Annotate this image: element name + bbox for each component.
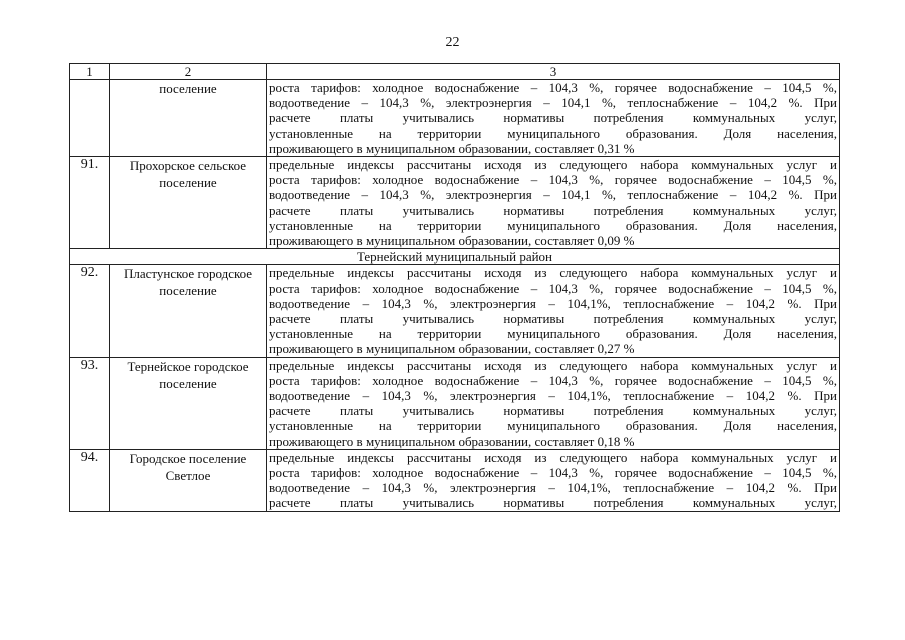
table-row-93 [70, 357, 840, 449]
desc-line: расчете платы учитывались нормативы потребления коммунальных услуг, [269, 110, 837, 126]
desc-line: водоотведение – 104,3 %, электроэнергия – 104,1%, теплоснабжение – 104,2 %. При [269, 295, 837, 311]
table-row-92 [70, 265, 840, 357]
settlement-name: Тернейское городское поселение [110, 357, 267, 449]
row-number: 93. [70, 357, 110, 449]
tariff-table [69, 63, 840, 512]
desc-line: водоотведение – 104,3 %, электроэнергия – 104,1%, теплоснабжение – 104,2 %. При [269, 388, 837, 404]
page-number: 22 [445, 35, 460, 50]
header-row [70, 64, 840, 80]
row-description [267, 265, 840, 357]
desc-line: расчете платы учитывались нормативы потребления коммунальных услуг, [269, 495, 837, 511]
header-col-1: 1 [70, 64, 110, 80]
desc-line: проживающего в муниципальном образовании, составляет 0,09 % [269, 233, 635, 249]
row-description [267, 80, 840, 157]
desc-line: водоотведение – 104,3 %, электроэнергия – 104,1%, теплоснабжение – 104,2 %. При [269, 480, 837, 496]
row-number [70, 80, 110, 157]
desc-line: расчете платы учитывались нормативы потребления коммунальных услуг, [269, 202, 837, 218]
desc-line: установленные на территории муниципального образования. Доля населения, [269, 418, 837, 434]
settlement-name: Пластунское городское поселение [110, 265, 267, 357]
desc-line: проживающего в муниципальном образовании, составляет 0,27 % [269, 341, 635, 357]
table-row-94 [70, 449, 840, 511]
row-number: 91. [70, 157, 110, 249]
row-description [267, 157, 840, 249]
desc-line: установленные на территории муниципального образования. Доля населения, [269, 326, 837, 342]
desc-line: установленные на территории муниципального образования. Доля населения, [269, 217, 837, 233]
desc-line: роста тарифов: холодное водоснабжение – 104,3 %, горячее водоснабжение – 104,5 %, [269, 172, 837, 188]
desc-line: установленные на территории муниципального образования. Доля населения, [269, 125, 837, 141]
settlement-name: Городское поселение Светлое [110, 449, 267, 511]
header-col-2: 2 [110, 64, 267, 80]
header-col-3: 3 [267, 64, 840, 80]
desc-line: расчете платы учитывались нормативы потребления коммунальных услуг, [269, 311, 837, 327]
district-row [70, 249, 840, 265]
desc-line: предельные индексы рассчитаны исходя из следующего набора коммунальных услуг и [269, 157, 837, 173]
desc-line: предельные индексы рассчитаны исходя из следующего набора коммунальных услуг и [269, 449, 837, 465]
district-heading: Тернейский муниципальный район [70, 249, 840, 265]
desc-line: проживающего в муниципальном образовании, составляет 0,18 % [269, 433, 635, 449]
desc-line: водоотведение – 104,3 %, электроэнергия – 104,1 %, теплоснабжение – 104,2 %. При [269, 95, 837, 111]
desc-line: роста тарифов: холодное водоснабжение – 104,3 %, горячее водоснабжение – 104,5 %, [269, 280, 837, 296]
desc-line: роста тарифов: холодное водоснабжение – 104,3 %, горячее водоснабжение – 104,5 %, [269, 372, 837, 388]
desc-line: предельные индексы рассчитаны исходя из следующего набора коммунальных услуг и [269, 357, 837, 373]
desc-line: расчете платы учитывались нормативы потребления коммунальных услуг, [269, 403, 837, 419]
table-row-91 [70, 157, 840, 249]
row-number: 92. [70, 265, 110, 357]
desc-line: проживающего в муниципальном образовании, составляет 0,31 % [269, 140, 635, 156]
row-number: 94. [70, 449, 110, 511]
table-row-continued [70, 80, 840, 157]
desc-line: роста тарифов: холодное водоснабжение – 104,3 %, горячее водоснабжение – 104,5 %, [269, 80, 837, 95]
row-description [267, 449, 840, 511]
desc-line: водоотведение – 104,3 %, электроэнергия – 104,1 %, теплоснабжение – 104,2 %. При [269, 187, 837, 203]
settlement-name: Прохорское сельское поселение [110, 157, 267, 249]
row-description [267, 357, 840, 449]
desc-line: предельные индексы рассчитаны исходя из следующего набора коммунальных услуг и [269, 265, 837, 281]
settlement-name: поселение [110, 80, 267, 157]
desc-line: роста тарифов: холодное водоснабжение – 104,3 %, горячее водоснабжение – 104,5 %, [269, 465, 837, 481]
